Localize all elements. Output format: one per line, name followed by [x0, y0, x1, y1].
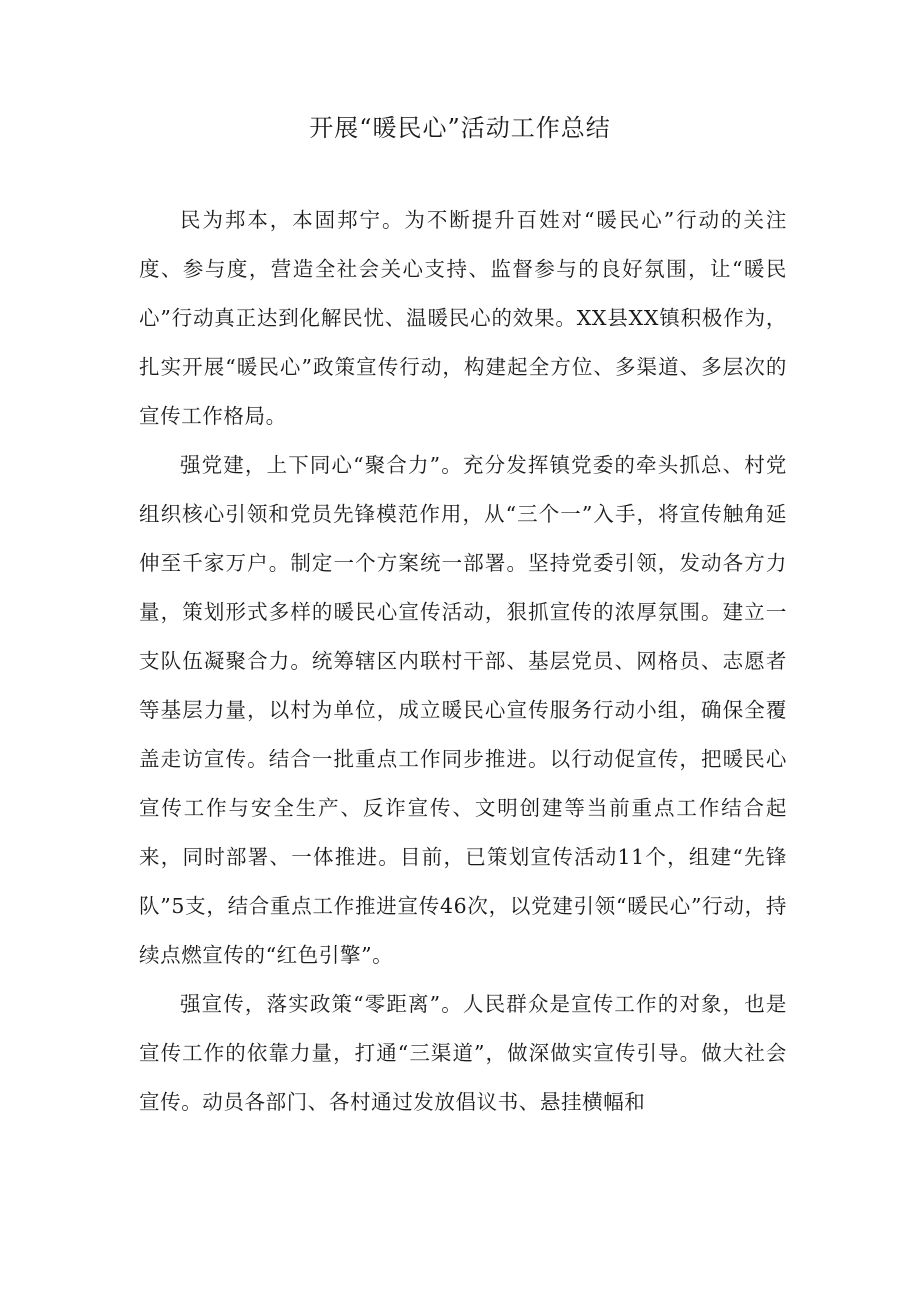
- paragraph-intro: 民为邦本，本固邦宁。为不断提升百姓对“暖民心”行动的关注度、参与度，营造全社会关心支持、监督参与的良好氛围，让“暖民心”行动真正达到化解民忧、温暖民心的效果。XX县XX镇积极作为，扎实开展“暖民心”政策宣传行动，构建起全方位、多渠道、多层次的宣传工作格局。: [139, 208, 787, 428]
- document-body: [139, 196, 787, 1127]
- document-title: 开展“暖民心”活动工作总结: [309, 114, 611, 142]
- paragraph-publicity: 强宣传，落实政策“零距离”。人民群众是宣传工作的对象，也是宣传工作的依靠力量，打通“三渠道”，做深做实宣传引导。做大社会宣传。动员各部门、各村通过发放倡议书、悬挂横幅和: [139, 992, 787, 1114]
- paragraph-party-building: 强党建，上下同心“聚合力”。充分发挥镇党委的牵头抓总、村党组织核心引领和党员先锋模范作用，从“三个一”入手，将宣传触角延伸至千家万户。制定一个方案统一部署。坚持党委引领，发动各方力量，策划形式多样的暖民心宣传活动，狠抓宣传的浓厚氛围。建立一支队伍凝聚合力。统筹辖区内联村干部、基层党员、网格员、志愿者等基层力量，以村为单位，成立暖民心宣传服务行动小组，确保全覆盖走访宣传。结合一批重点工作同步推进。以行动促宣传，把暖民心宣传工作与安全生产、反诈宣传、文明创建等当前重点工作结合起来，同时部署、一体推进。目前，已策划宣传活动11个，组建“先锋队”5支，结合重点工作推进宣传46次，以党建引领“暖民心”行动，持续点燃宣传的“红色引擎”。: [139, 453, 787, 967]
